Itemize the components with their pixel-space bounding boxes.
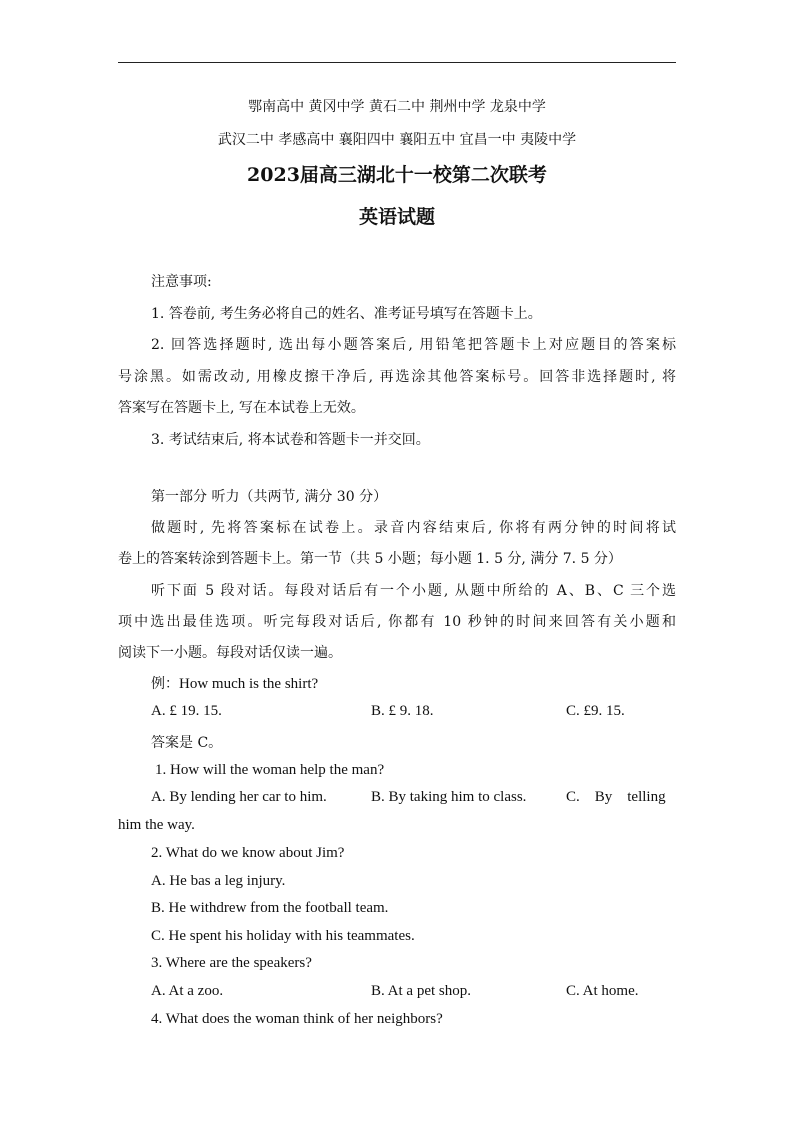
part1-heading: 第一部分 听力（共两节, 满分 30 分） — [151, 489, 388, 505]
question-2-option-a: A. He bas a leg injury. — [151, 873, 286, 889]
question-1-option-c: C. By telling — [566, 789, 666, 805]
question-3-option-a: A. At a zoo. — [151, 983, 224, 999]
example-label: 例： — [151, 676, 179, 692]
notes-heading: 注意事项: — [151, 274, 212, 290]
example-option-b: B. £ 9. 18. — [371, 703, 434, 719]
question-1-option-a: A. By lending her car to him. — [151, 789, 327, 805]
question-1: 1. How will the woman help the man? — [155, 762, 385, 778]
example-answer: 答案是 C。 — [151, 735, 223, 751]
question-1-option-c-continued: him the way. — [118, 817, 195, 833]
exam-title: 2023届高三湖北十一校第二次联考 — [247, 164, 547, 186]
example-question-text: How much is the shirt? — [179, 676, 319, 692]
question-2-option-b: B. He withdrew from the football team. — [151, 900, 389, 916]
part1-intro-line-2: 卷上的答案转涂到答题卡上。第一节（共 5 小题；每小题 1. 5 分, 满分 7. 5 分） — [118, 551, 622, 567]
question-1-option-b: B. By taking him to class. — [371, 789, 527, 805]
directions-line-2: 项中选出最佳选项。听完每段对话后, 你都有 10 秒钟的时间来回答有关小题和 — [118, 614, 676, 630]
question-3-option-c: C. At home. — [566, 983, 639, 999]
question-3-option-b: B. At a pet shop. — [371, 983, 471, 999]
schools-line-1: 鄂南高中 黄冈中学 黄石二中 荆州中学 龙泉中学 — [248, 99, 546, 115]
question-3: 3. Where are the speakers? — [151, 955, 312, 971]
part1-intro-line-1: 做题时, 先将答案标在试卷上。录音内容结束后, 你将有两分钟的时间将试 — [151, 520, 676, 536]
subject-title: 英语试题 — [358, 206, 435, 228]
example-option-c: C. £9. 15. — [566, 703, 625, 719]
example-option-a: A. £ 19. 15. — [151, 703, 222, 719]
note-1: 1. 答卷前, 考生务必将自己的姓名、准考证号填写在答题卡上。 — [151, 306, 542, 322]
question-2-option-c: C. He spent his holiday with his teammates. — [151, 928, 415, 944]
note-2-line-2: 号涂黑。如需改动, 用橡皮擦干净后, 再选涂其他答案标号。回答非选择题时, 将 — [118, 369, 676, 385]
note-2-line-1: 2. 回答选择题时, 选出每小题答案后, 用铅笔把答题卡上对应题目的答案标 — [151, 337, 676, 353]
directions-line-1: 听下面 5 段对话。每段对话后有一个小题, 从题中所给的 A、B、C 三个选 — [151, 583, 676, 599]
note-3: 3. 考试结束后, 将本试卷和答题卡一并交回。 — [151, 432, 430, 448]
directions-line-3: 阅读下一小题。每段对话仅读一遍。 — [118, 645, 342, 661]
schools-line-2: 武汉二中 孝感高中 襄阳四中 襄阳五中 宜昌一中 夷陵中学 — [217, 132, 577, 148]
example-question — [151, 673, 318, 693]
question-2: 2. What do we know about Jim? — [151, 845, 345, 861]
note-2-line-3: 答案写在答题卡上, 写在本试卷上无效。 — [118, 400, 365, 416]
header-rule — [118, 62, 676, 63]
question-4: 4. What does the woman think of her neighbors? — [151, 1011, 443, 1027]
